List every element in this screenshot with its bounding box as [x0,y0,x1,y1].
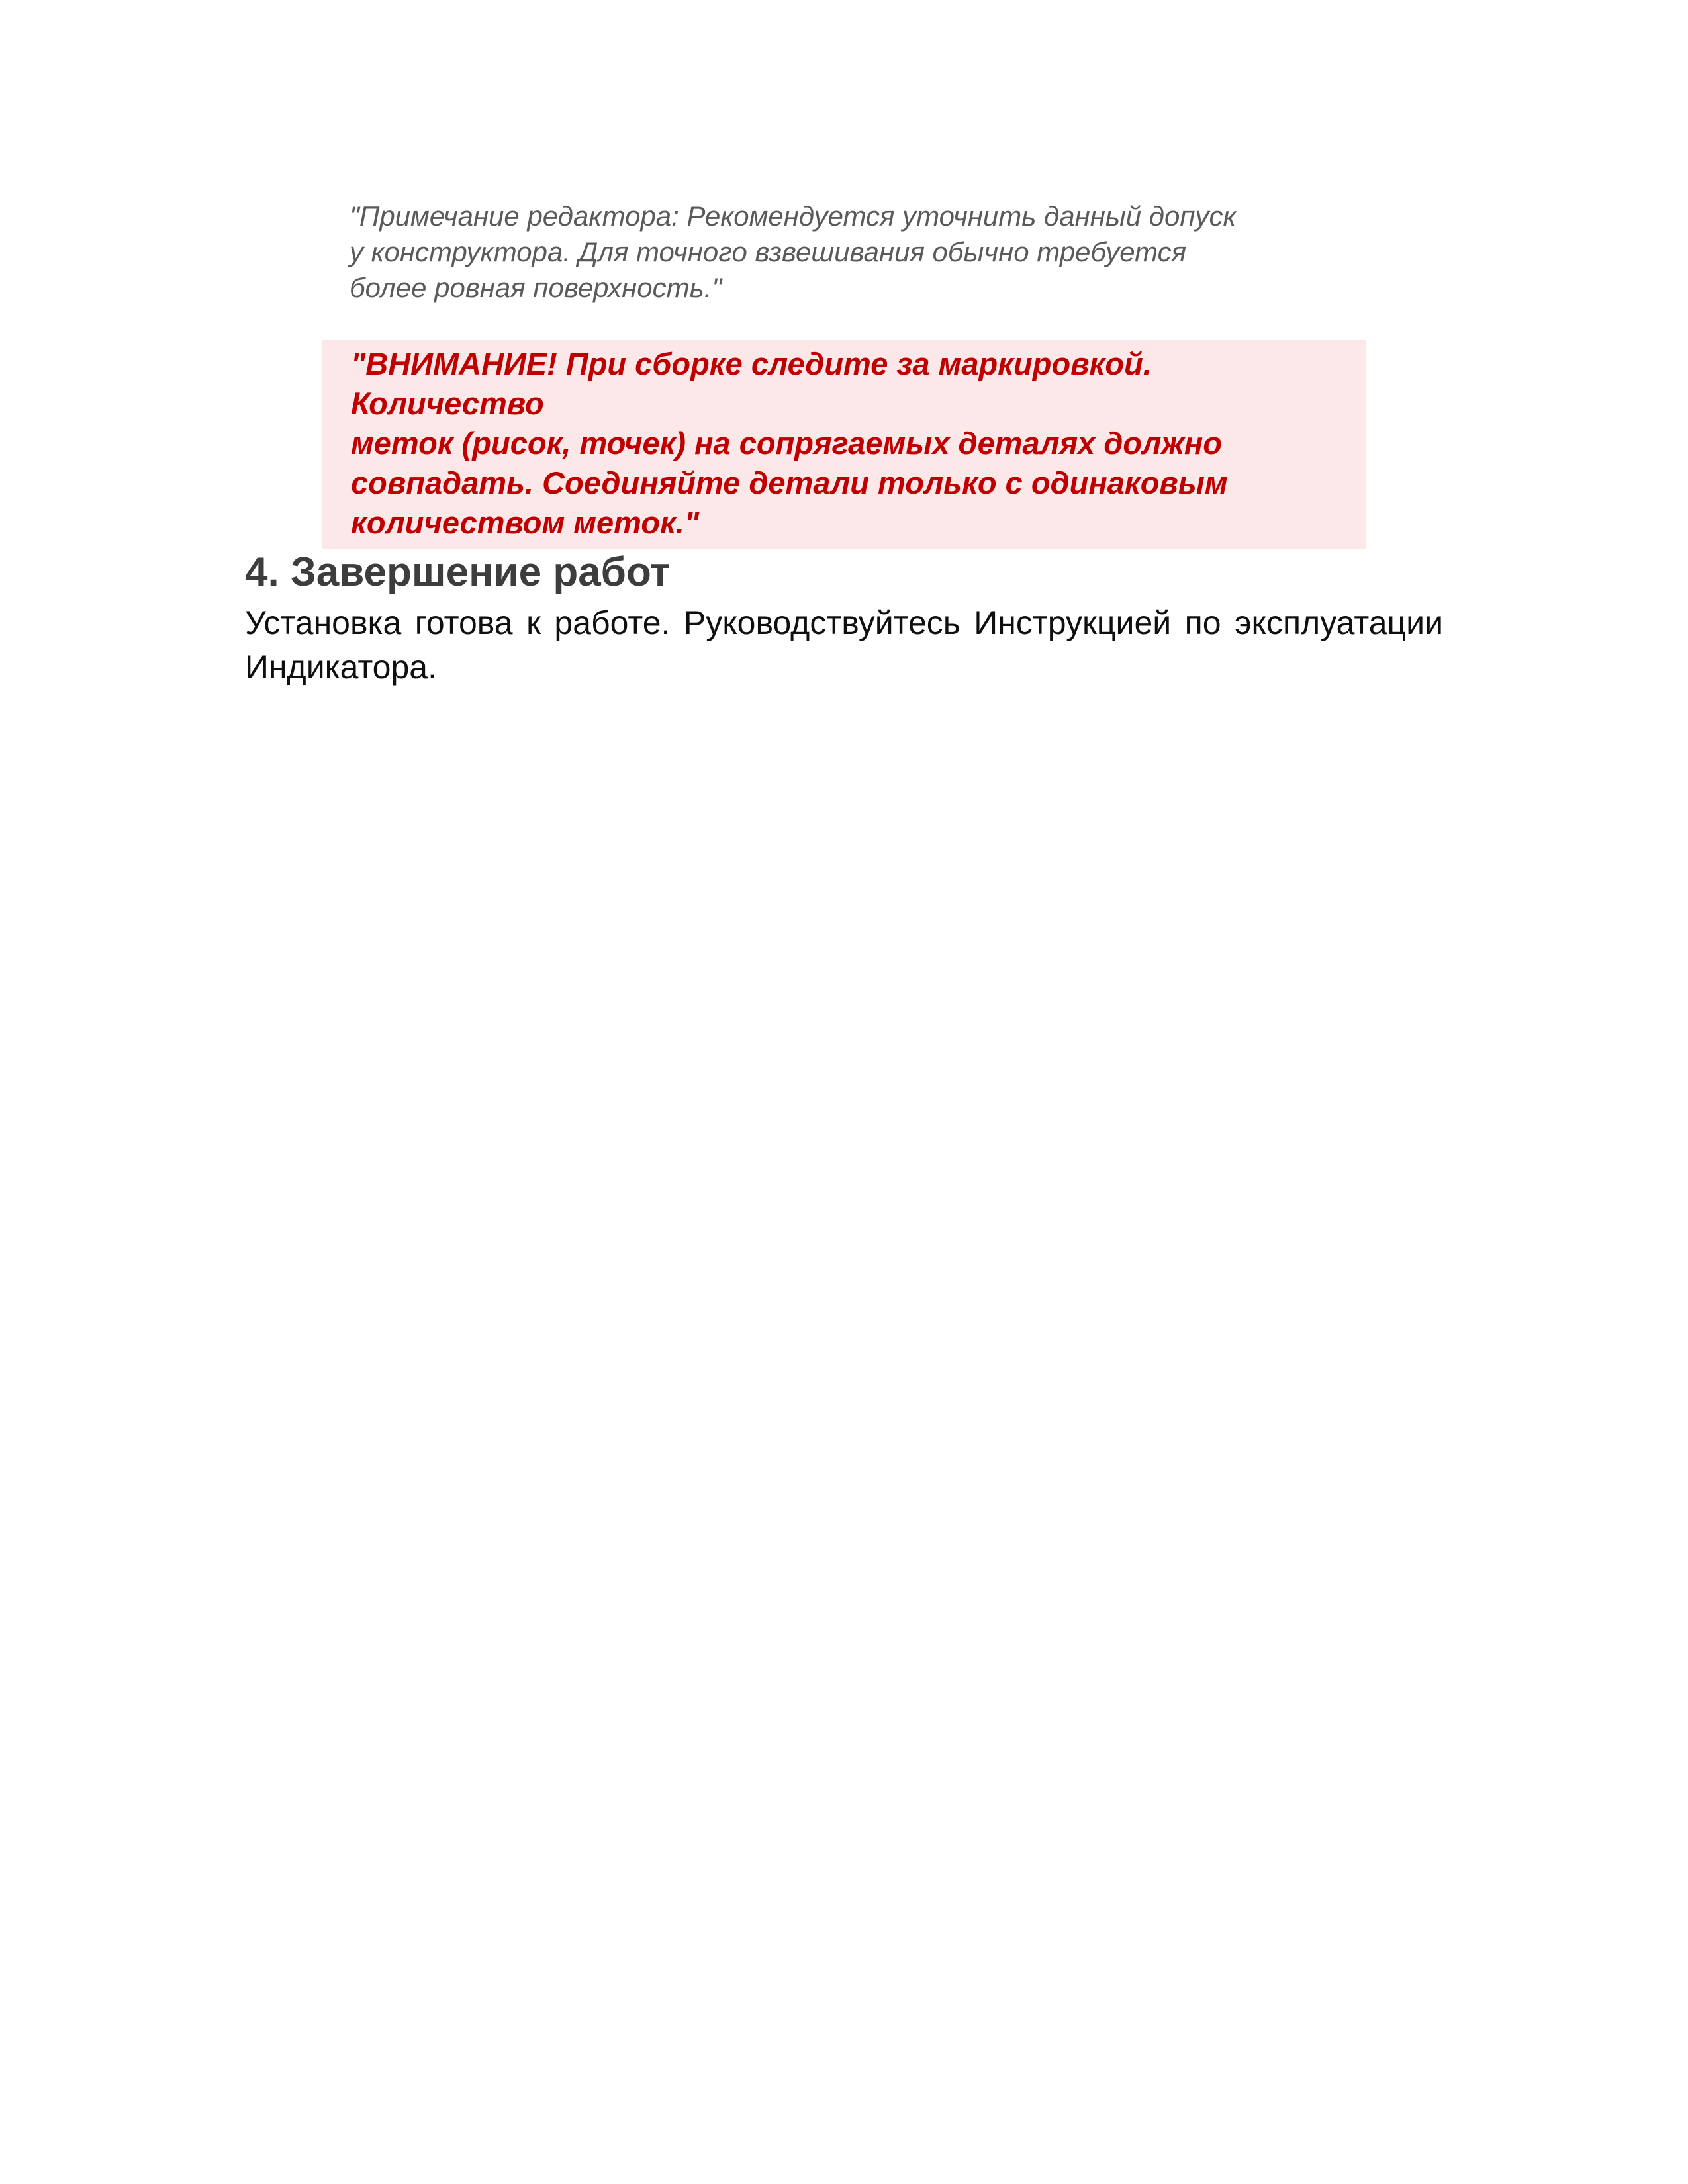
editor-note-line-3: более ровная поверхность." [350,272,722,303]
body-line-2: Индикатора. [245,649,437,686]
editor-note-line-1: "Примечание редактора: Рекомендуется уточнить данный допуск [350,201,1237,232]
warning-line-4: количеством меток." [351,505,700,540]
section-heading: 4. Завершение работ [245,549,671,595]
warning-callout [322,340,1366,549]
warning-line-1: "ВНИМАНИЕ! При сборке следите за маркировкой. Количество [351,346,1152,421]
body-line-1: Установка готова к работе. Руководствуйтесь Инструкцией по эксплуатации [245,604,1443,641]
editor-note [350,199,1356,306]
warning-line-2: меток (рисок, точек) на сопрягаемых деталях должно [351,426,1223,461]
body-paragraph [245,601,1443,690]
warning-line-3: совпадать. Соединяйте детали только с одинаковым [351,465,1228,500]
editor-note-line-2: у конструктора. Для точного взвешивания обычно требуется [350,236,1187,267]
